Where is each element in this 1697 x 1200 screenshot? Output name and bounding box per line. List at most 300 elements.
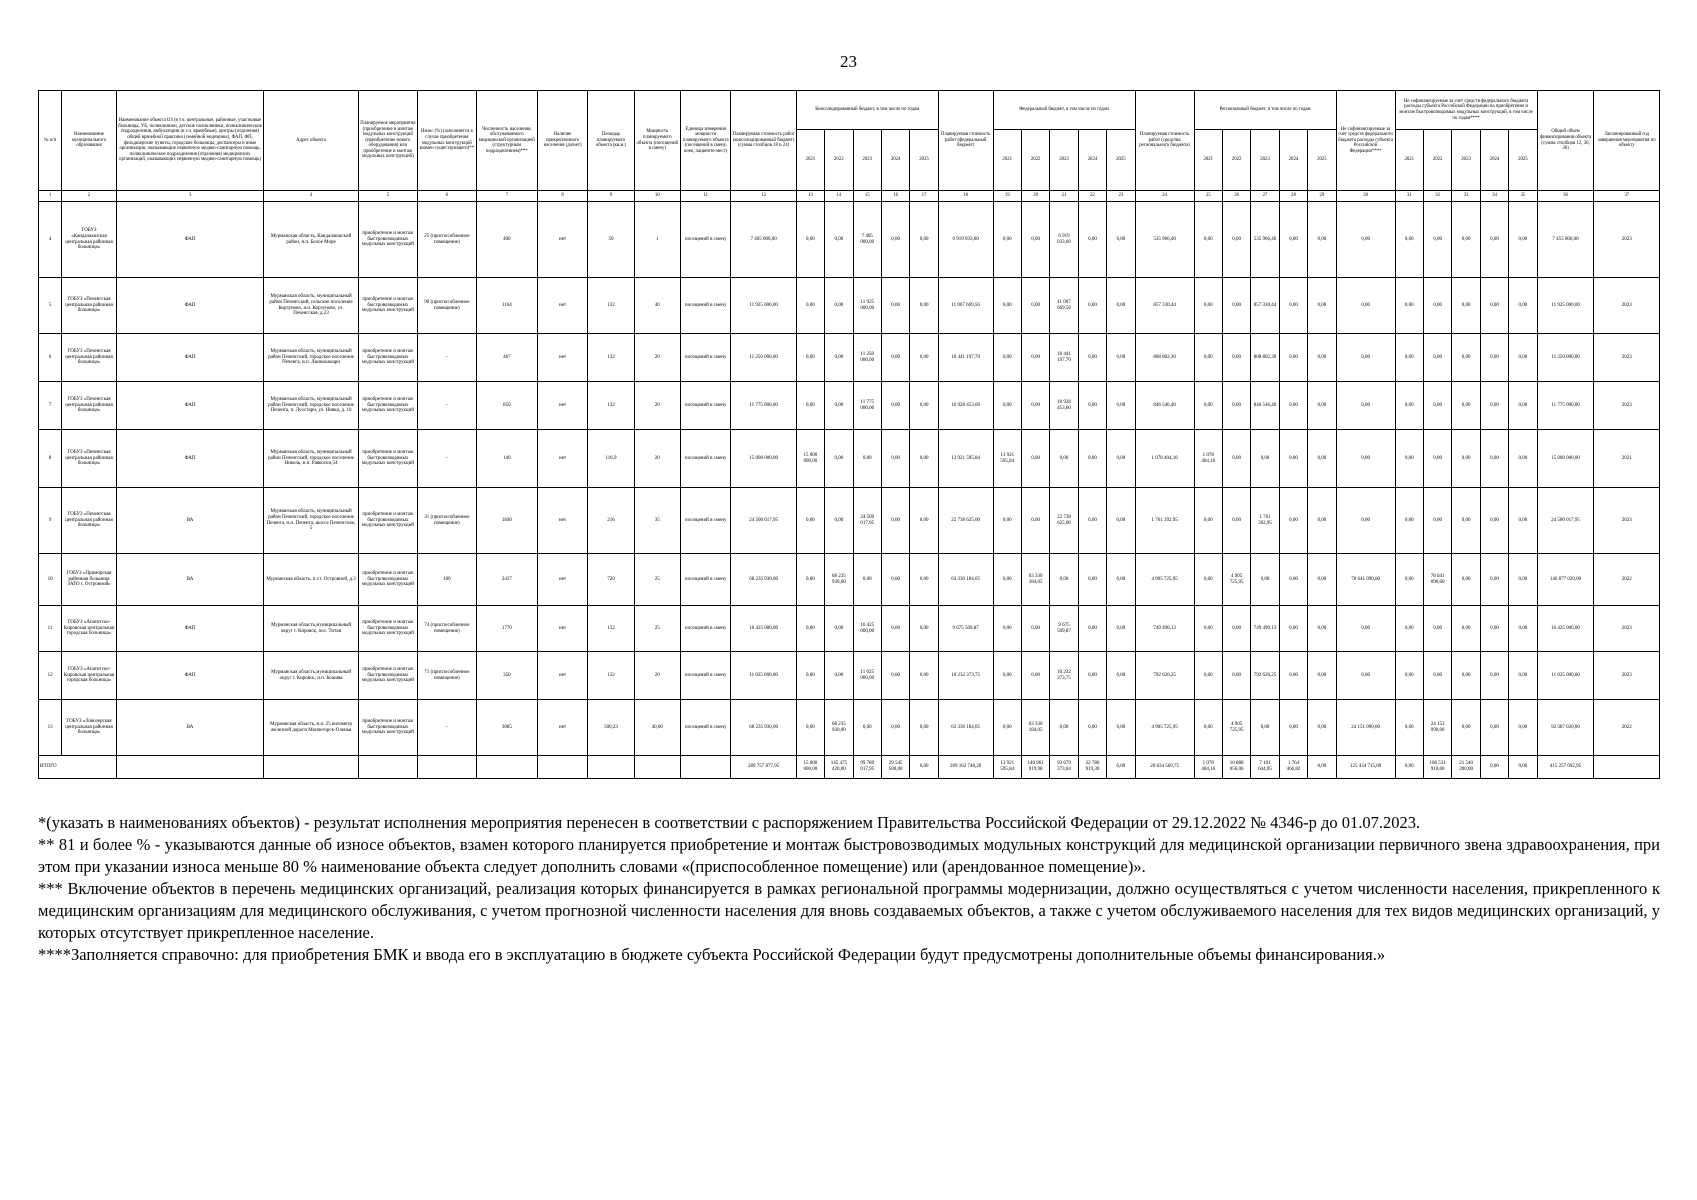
table-cell-r23: 0,00 [1251,430,1279,488]
table-cell-pop: 850 [476,382,537,430]
table-cell-area: 116,9 [588,430,634,488]
table-cell-total: 11 775 000,00 [1537,382,1594,430]
table-cell-r25: 0,00 [1308,488,1336,554]
column-number-cell: 2 [62,191,117,202]
total-cell-c21: 15 000 000,00 [796,756,824,779]
table-cell-c21: 0,00 [796,488,824,554]
table-cell-r24: 0,00 [1279,202,1307,278]
table-cell-cost: 11 775 000,00 [731,382,796,430]
table-body [39,202,1660,779]
table-cell-c25: 0,00 [910,382,938,430]
table-cell-year: 2023 [1594,488,1660,554]
table-cell-mun: ГОБУЗ «Печенгская центральная районная больница» [62,488,117,554]
table-cell-f21: 0,00 [993,382,1021,430]
table-cell-year: 2023 [1594,202,1660,278]
table-cell-wear: 71 (приспособленное помещение) [417,652,476,700]
table-cell-cap: 20 [634,382,680,430]
column-number-cell: 10 [634,191,680,202]
table-row [39,606,1660,652]
table-total-row [39,756,1660,779]
table-cell-cost: 68 235 930,00 [731,554,796,606]
table-cell-f23: 10 232 373,75 [1050,652,1078,700]
table-row [39,652,1660,700]
table-cell-f22: 0,00 [1021,488,1049,554]
table-cell-c23: 0,00 [853,554,881,606]
table-cell-cap: 25 [634,606,680,652]
column-number-cell: 37 [1594,191,1660,202]
table-cell-r25: 0,00 [1308,652,1336,700]
table-cell-f22: 0,00 [1021,202,1049,278]
header-completion: Запланированный год завершения мероприятия по объекту [1594,91,1660,191]
table-cell-n: 13 [39,700,62,756]
table-row [39,278,1660,334]
table-cell-area: 132 [588,606,634,652]
table-cell-f21: 0,00 [993,488,1021,554]
table-cell-f22: 0,00 [1021,382,1049,430]
table-cell-nf: 0,00 [1336,606,1395,652]
column-number-cell: 21 [1050,191,1078,202]
header-year-cell: 2024 [1078,130,1106,191]
table-cell-c23: 11 775 000,00 [853,382,881,430]
total-cell-n24: 0,00 [1480,756,1508,779]
table-cell-c24: 0,00 [881,334,909,382]
table-cell-n24: 0,00 [1480,430,1508,488]
table-cell-n: 10 [39,554,62,606]
table-cell-r21: 0,00 [1194,202,1222,278]
table-cell-r25: 0,00 [1308,278,1336,334]
column-number-cell: 20 [1021,191,1049,202]
table-cell-c23: 11 025 000,00 [853,652,881,700]
table-cell-n22: 0,00 [1423,382,1451,430]
table-cell-c22: 0,00 [825,382,853,430]
header-year-cell: 2023 [1050,130,1078,191]
table-cell-cost: 7 405 000,00 [731,202,796,278]
table-cell-area: 216 [588,488,634,554]
table-cell-addr: Мурманская область, муниципальный район Печенгский, городское поселение Печенга, н.п. Печенга, шоссе Печенгское, 5 [264,488,359,554]
total-empty-cell [537,756,588,779]
table-cell-n: 5 [39,278,62,334]
table-cell-fed: 11 067 669,56 [938,278,993,334]
table-cell-f25: 0,00 [1107,488,1135,554]
table-cell-nf: 0,00 [1336,652,1395,700]
table-row [39,334,1660,382]
table-row [39,202,1660,278]
table-cell-fed: 63 330 184,05 [938,554,993,606]
table-cell-c21: 0,00 [796,700,824,756]
table-cell-r24: 0,00 [1279,700,1307,756]
table-cell-wear: - [417,430,476,488]
table-cell-r22: 0,00 [1222,430,1250,488]
total-cell-c24: 29 545 500,00 [881,756,909,779]
table-cell-f23: 6 919 033,60 [1050,202,1078,278]
table-cell-wear: - [417,334,476,382]
table-cell-area: 132 [588,278,634,334]
table-cell-c21: 0,00 [796,652,824,700]
table-cell-c24: 0,00 [881,488,909,554]
table-cell-n25: 0,00 [1509,488,1537,554]
total-cell-c22: 145 475 420,00 [825,756,853,779]
table-cell-type: ФАП [116,606,263,652]
table-cell-n24: 0,00 [1480,382,1508,430]
column-number-cell: 18 [938,191,993,202]
header-year-cell: 2024 [1279,130,1307,191]
total-cell-n25: 0,00 [1509,756,1537,779]
table-cell-n24: 0,00 [1480,488,1508,554]
table-cell-event: приобретение и монтаж быстровозводимых модульных конструкций [358,202,417,278]
table-cell-r24: 0,00 [1279,652,1307,700]
table-cell-f23: 0,00 [1050,430,1078,488]
table-cell-addr: Мурманская область,муниципальный округ г. Кировск, н.п. Коашва [264,652,359,700]
table-cell-r21: 0,00 [1194,382,1222,430]
table-cell-mun: ГОБУЗ «Печенгская центральная районная больница» [62,382,117,430]
table-cell-c22: 0,00 [825,202,853,278]
column-number-cell: 24 [1135,191,1194,202]
table-cell-c22: 68 235 930,00 [825,700,853,756]
page-number: 23 [840,52,857,71]
table-cell-type: ФАП [116,382,263,430]
table-cell-cap: 35 [634,488,680,554]
header-planned-event: Планируемое мероприятие (приобретение и монтаж модульных конструкций (приобретение нового оборудования) или приобретение и монтаж модульных конструкций) [358,91,417,191]
table-cell-f24: 0,00 [1078,382,1106,430]
table-cell-event: приобретение и монтаж быстровозводимых модульных конструкций [358,382,417,430]
table-cell-att: нет [537,652,588,700]
header-obj-name: Наименование объекта ОЗ (в т.ч. центральные, районные, участковые больницы, УБ, поликлиники, детские поликлиники, поликлинические подразделения, амбулатории (в т.ч. врачебные), центры (отделения) общей врачебной практики (семейной медицины), ФАП, ФП, фельдшерские пункты, городские больницы, диспансеры и иные организации, оказывающие первичную медико-санитарную помощь, поликлинические подразделения (отделения) медицинских организаций, оказывающих первичную медико-санитарную помощь) [116,91,263,191]
header-planned-reg: Планируемая стоимость работ (средства регионального бюджета) [1135,91,1194,191]
table-cell-type: ФАП [116,652,263,700]
table-cell-total: 15 000 000,00 [1537,430,1594,488]
table-cell-c23: 11 925 000,00 [853,278,881,334]
column-number-cell: 6 [417,191,476,202]
table-row [39,382,1660,430]
table-cell-f21: 0,00 [993,652,1021,700]
table-cell-r22: 0,00 [1222,278,1250,334]
table-cell-c22: 0,00 [825,334,853,382]
table-cell-f22: 63 330 184,05 [1021,554,1049,606]
column-number-cell: 12 [731,191,796,202]
table-cell-n21: 0,00 [1395,334,1423,382]
table-cell-total: 11 025 000,00 [1537,652,1594,700]
table-cell-c21: 0,00 [796,606,824,652]
table-cell-wear: 31 (приспособленное помещение) [417,488,476,554]
table-cell-c24: 0,00 [881,554,909,606]
table-cell-total: 146 877 020,00 [1537,554,1594,606]
table-cell-total: 10 425 000,00 [1537,606,1594,652]
table-cell-n22: 0,00 [1423,334,1451,382]
table-cell-event: приобретение и монтаж быстровозводимых модульных конструкций [358,652,417,700]
table-cell-reg: 857 330,44 [1135,278,1194,334]
table-cell-n23: 0,00 [1452,430,1480,488]
total-empty-cell [634,756,680,779]
table-cell-year: 2023 [1594,382,1660,430]
table-cell-r25: 0,00 [1308,334,1336,382]
column-number-cell: 9 [588,191,634,202]
table-cell-f25: 0,00 [1107,278,1135,334]
table-cell-fed: 22 738 625,00 [938,488,993,554]
footnote-3: *** Включение объектов в перечень медицинских организаций, реализация которых финансируется в рамках региональной программы модернизации, должно осуществляться с учетом численности населения, прикрепленного к медицинским организациям для медицинского обслуживания, с учетом прогнозной численности населения для вновь создаваемых объектов, а также с учетом обслуживаемого населения для тех видов медицинских организаций, у которых отсутствует прикрепленное население. [38,879,1660,942]
table-cell-reg: 4 905 725,95 [1135,700,1194,756]
column-number-cell: 28 [1279,191,1307,202]
header-area: Площадь планируемого объекта (кв.м.) [588,91,634,191]
table-cell-n23: 0,00 [1452,488,1480,554]
table-cell-c22: 0,00 [825,488,853,554]
table-cell-addr: Мурманская область, муниципальный район Печенгский, городское поселение Никель, н.п. Раякоски,54 [264,430,359,488]
header-mun: Наименование муниципального образования [62,91,117,191]
table-cell-n25: 0,00 [1509,382,1537,430]
table-cell-n24: 0,00 [1480,334,1508,382]
table-cell-pop: 3085 [476,700,537,756]
column-number-cell: 15 [853,191,881,202]
total-cell-reg: 20 834 569,75 [1135,756,1194,779]
table-cell-unit: посещений в смену [680,202,731,278]
table-cell-r22: 0,00 [1222,488,1250,554]
table-cell-wear: 74 (приспособленное помещение) [417,606,476,652]
table-cell-c22: 0,00 [825,278,853,334]
total-empty-cell [116,756,263,779]
table-cell-reg: 808 802,30 [1135,334,1194,382]
table-cell-att: нет [537,334,588,382]
column-number-cell: 13 [796,191,824,202]
table-cell-c21: 15 000 000,00 [796,430,824,488]
table-cell-addr: Мурманская область,муниципальный округ г. Кировск, пос. Титан [264,606,359,652]
table-cell-att: нет [537,488,588,554]
total-cell-f23: 93 679 373,84 [1050,756,1078,779]
table-cell-f21: 0,00 [993,554,1021,606]
table-cell-wear: - [417,700,476,756]
column-number-cell: 7 [476,191,537,202]
table-cell-mun: ГОБУЗ «Печенгская центральная районная больница» [62,278,117,334]
table-cell-f22: 63 330 184,05 [1021,700,1049,756]
table-cell-f24: 0,00 [1078,554,1106,606]
table-cell-cost: 24 500 017,95 [731,488,796,554]
table-cell-f23: 22 738 625,00 [1050,488,1078,554]
header-total: Общий объем финансирования объекта (сумма столбцов 12, 30, 36) [1537,91,1594,191]
table-cell-unit: посещений в смену [680,430,731,488]
table-cell-c23: 0,00 [853,430,881,488]
table-cell-c22: 0,00 [825,652,853,700]
table-cell-wear: - [417,382,476,430]
table-cell-fed: 63 330 184,05 [938,700,993,756]
column-number-cell: 35 [1509,191,1537,202]
table-cell-n: 4 [39,202,62,278]
table-cell-unit: посещений в смену [680,278,731,334]
table-row [39,554,1660,606]
table-cell-n22: 0,00 [1423,202,1451,278]
total-cell-n21: 0,00 [1395,756,1423,779]
table-cell-n23: 0,00 [1452,554,1480,606]
total-empty-cell [588,756,634,779]
table-cell-type: ФАП [116,334,263,382]
table-cell-f25: 0,00 [1107,382,1135,430]
column-number-cell: 11 [680,191,731,202]
table-cell-n21: 0,00 [1395,202,1423,278]
table-cell-cost: 15 000 000,00 [731,430,796,488]
table-cell-f23: 10 441 197,70 [1050,334,1078,382]
table-cell-event: приобретение и монтаж быстровозводимых модульных конструкций [358,278,417,334]
table-cell-r23: 846 546,40 [1251,382,1279,430]
column-number-cell: 4 [264,191,359,202]
header-capacity: Мощность планируемого объекта (посещений в смену) [634,91,680,191]
table-cell-r24: 0,00 [1279,488,1307,554]
table-cell-n22: 0,00 [1423,606,1451,652]
table-cell-r25: 0,00 [1308,202,1336,278]
table-cell-f24: 0,00 [1078,202,1106,278]
table-cell-f25: 0,00 [1107,554,1135,606]
table-cell-fed: 10 928 453,60 [938,382,993,430]
financing-table [38,90,1660,779]
table-cell-nf: 0,00 [1336,382,1395,430]
table-cell-r21: 0,00 [1194,554,1222,606]
table-cell-n21: 0,00 [1395,554,1423,606]
table-cell-f24: 0,00 [1078,278,1106,334]
table-cell-f24: 0,00 [1078,652,1106,700]
table-cell-c24: 0,00 [881,652,909,700]
table-cell-f24: 0,00 [1078,430,1106,488]
table-cell-cost: 10 425 000,00 [731,606,796,652]
table-cell-nf: 0,00 [1336,334,1395,382]
total-empty-cell [264,756,359,779]
table-cell-c23: 7 405 000,00 [853,202,881,278]
table-cell-f21: 0,00 [993,606,1021,652]
table-cell-year: 2022 [1594,554,1660,606]
table-cell-n: 8 [39,430,62,488]
header-consolidated: Консолидированный бюджет, в том числе по годам [796,91,938,130]
table-cell-total: 7 455 000,00 [1537,202,1594,278]
table-cell-c25: 0,00 [910,488,938,554]
table-cell-n22: 0,00 [1423,278,1451,334]
column-number-cell: 3 [116,191,263,202]
header-year-cell: 2024 [881,130,909,191]
table-cell-nf: 78 641 090,00 [1336,554,1395,606]
table-cell-n21: 0,00 [1395,382,1423,430]
table-cell-r25: 0,00 [1308,382,1336,430]
total-cell-r21: 1 078 404,16 [1194,756,1222,779]
table-cell-addr: Мурманская область, н.п. 25 километр железной дороги Мончегорск-Оленья [264,700,359,756]
column-number-cell: 16 [881,191,909,202]
header-unit: Единица измерения мощности планируемого объекта (посещений в смену, коек, пациенто-мест) [680,91,731,191]
table-cell-addr: Мурманская область, муниципальный район Печенгский, сельское поселение Корзуново, н.п. Корзуново, ул. Печенгская, д.23 [264,278,359,334]
table-cell-c24: 0,00 [881,606,909,652]
column-number-cell: 30 [1336,191,1395,202]
table-cell-wear: 100 [417,554,476,606]
table-cell-mun: ГОБУЗ «Приморская районная больница ЗАТО г. Островной» [62,554,117,606]
table-cell-wear: 25 (приспособленное помещение) [417,202,476,278]
table-cell-n23: 0,00 [1452,652,1480,700]
table-cell-c23: 10 425 000,00 [853,606,881,652]
table-cell-n24: 0,00 [1480,554,1508,606]
table-cell-fed: 6 919 033,60 [938,202,993,278]
table-cell-n23: 0,00 [1452,382,1480,430]
table-cell-f24: 0,00 [1078,334,1106,382]
table-cell-f24: 0,00 [1078,488,1106,554]
table-cell-n22: 78 641 090,00 [1423,554,1451,606]
table-cell-event: приобретение и монтаж быстровозводимых модульных конструкций [358,554,417,606]
table-cell-f23: 9 675 509,87 [1050,606,1078,652]
table-cell-addr: Мурманская область, муниципальный район Печенгский, городское поселение Печенга, п. Луостари, ул. Нивка, д. 10 [264,382,359,430]
table-cell-f24: 0,00 [1078,700,1106,756]
table-cell-r23: 792 626,25 [1251,652,1279,700]
table-cell-n25: 0,00 [1509,652,1537,700]
table-cell-n: 7 [39,382,62,430]
table-cell-n25: 0,00 [1509,606,1537,652]
table-cell-f21: 0,00 [993,278,1021,334]
table-cell-area: 720 [588,554,634,606]
total-label: ИТОГО [39,756,117,779]
table-cell-r22: 4 905 725,95 [1222,700,1250,756]
header-nonfin: Не софинансируемые за счет средств федерального бюджета расходы субъекта Российской Федерации**** [1336,91,1395,191]
table-cell-unit: посещений в смену [680,382,731,430]
table-cell-att: нет [537,430,588,488]
table-cell-n: 12 [39,652,62,700]
table-cell-f22: 0,00 [1021,278,1049,334]
table-row [39,430,1660,488]
table-cell-r23: 857 330,44 [1251,278,1279,334]
table-cell-fed: 9 675 509,87 [938,606,993,652]
header-population: Численность населения, обслуживаемого медицинской организацией (структурным подразделением)*** [476,91,537,191]
column-number-cell: 23 [1107,191,1135,202]
total-cell-fed: 269 162 748,20 [938,756,993,779]
table-cell-pop: 400 [476,202,537,278]
table-cell-n24: 0,00 [1480,606,1508,652]
total-cell-f21: 13 921 595,84 [993,756,1021,779]
table-cell-r24: 0,00 [1279,334,1307,382]
table-cell-c24: 0,00 [881,430,909,488]
table-cell-f21: 13 921 595,84 [993,430,1021,488]
table-cell-addr: Мурманская область, п.г.т. Островной, д.3 [264,554,359,606]
table-cell-n23: 0,00 [1452,202,1480,278]
table-cell-cap: 40,00 [634,700,680,756]
total-cell-total: 415 257 092,95 [1537,756,1594,779]
table-cell-nf: 0,00 [1336,430,1395,488]
table-cell-cap: 20 [634,334,680,382]
header-year-cell: 2022 [825,130,853,191]
table-cell-reg: 749 490,13 [1135,606,1194,652]
table-cell-att: нет [537,278,588,334]
table-cell-c21: 0,00 [796,382,824,430]
table-cell-type: ВА [116,554,263,606]
table-cell-c25: 0,00 [910,334,938,382]
table-cell-n22: 0,00 [1423,488,1451,554]
table-cell-pop: 1840 [476,488,537,554]
header-year-cell: 2021 [993,130,1021,191]
table-cell-f25: 0,00 [1107,652,1135,700]
column-number-cell: 25 [1194,191,1222,202]
table-cell-c25: 0,00 [910,278,938,334]
table-cell-r24: 0,00 [1279,554,1307,606]
table-cell-c24: 0,00 [881,700,909,756]
table-cell-c24: 0,00 [881,278,909,334]
table-cell-n23: 0,00 [1452,278,1480,334]
header-address: Адрес объекта [264,91,359,191]
table-cell-pop: 350 [476,652,537,700]
table-cell-n25: 0,00 [1509,700,1537,756]
table-row [39,488,1660,554]
table-cell-year: 2023 [1594,652,1660,700]
table-cell-att: нет [537,700,588,756]
table-cell-n25: 0,00 [1509,278,1537,334]
table-cell-f23: 0,00 [1050,554,1078,606]
table-cell-att: нет [537,202,588,278]
table-cell-att: нет [537,382,588,430]
table-cell-f25: 0,00 [1107,430,1135,488]
table-cell-f21: 0,00 [993,700,1021,756]
total-empty-cell [417,756,476,779]
financing-table-wrapper [38,90,1660,779]
table-cell-n25: 0,00 [1509,334,1537,382]
table-cell-mun: ГОБУЗ «Ловозерская центральная районная больница» [62,700,117,756]
table-cell-unit: посещений в смену [680,652,731,700]
table-cell-n24: 0,00 [1480,652,1508,700]
footnote-4: ****Заполняется справочно: для приобретения БМК и ввода его в эксплуатацию в бюджете субъекта Российской Федерации будут предусмотрены дополнительные объемы финансирования.» [38,945,1386,964]
